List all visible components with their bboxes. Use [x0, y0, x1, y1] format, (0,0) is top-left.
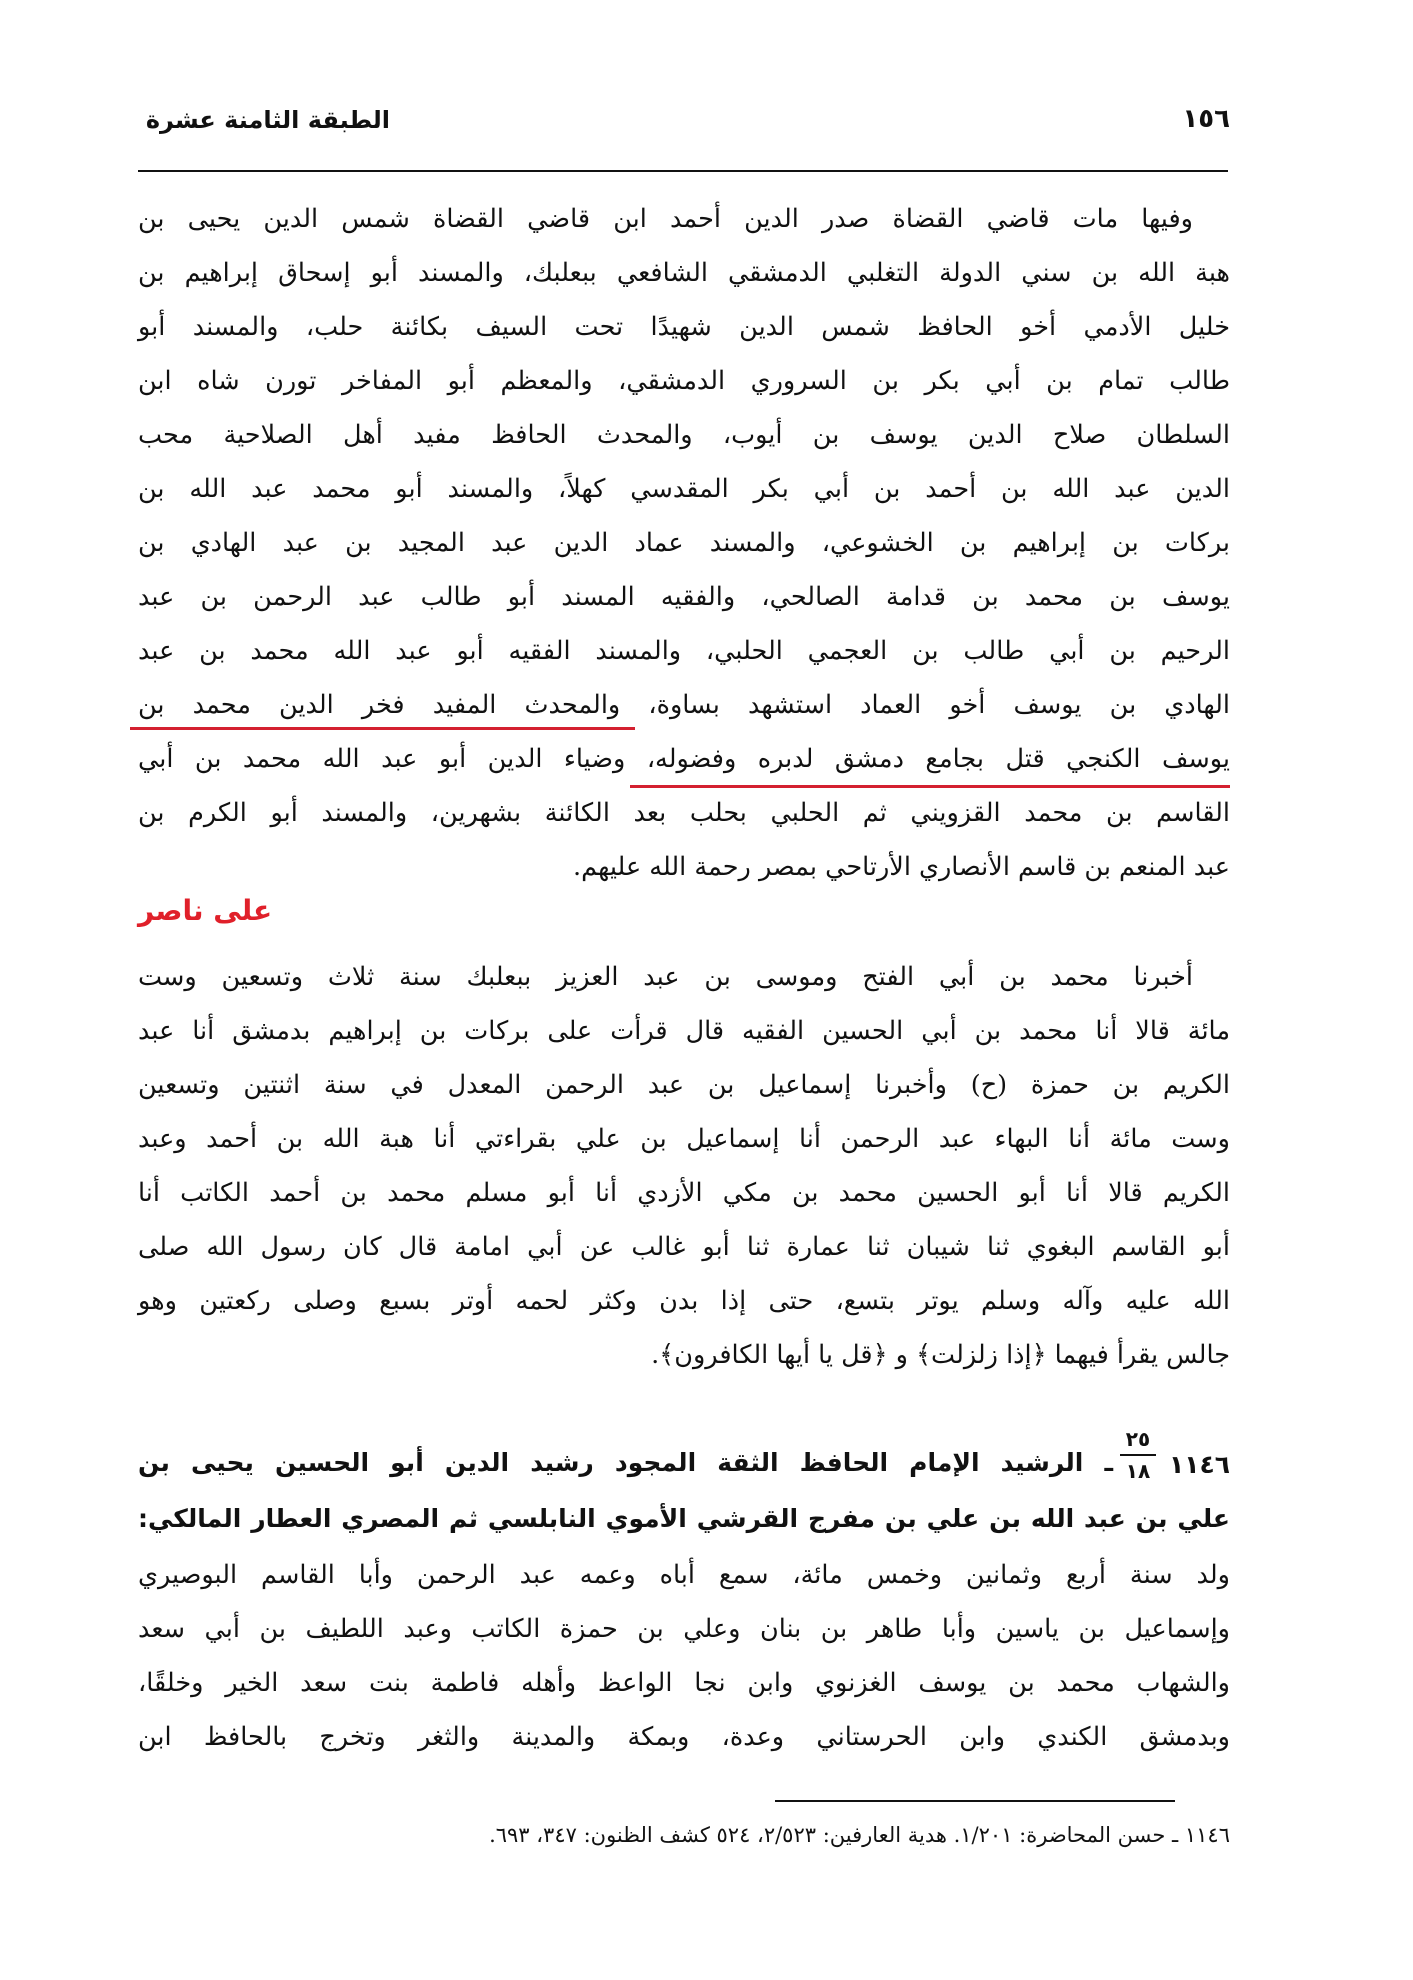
- text-line: الكريم قالا أنا أبو الحسين محمد بن مكي الأزدي أنا أبو مسلم محمد بن أحمد الكاتب أنا: [138, 1178, 1230, 1208]
- text-line: طالب تمام بن أبي بكر بن السروري الدمشقي، والمعظم أبو المفاخر تورن شاه ابن: [138, 366, 1230, 396]
- fraction-bar: [1120, 1454, 1156, 1456]
- text-line: وإسماعيل بن ياسين وأبا طاهر بن بنان وعلي بن حمزة الكاتب وعبد اللطيف بن أبي سعد: [138, 1614, 1230, 1644]
- header-rule: [138, 170, 1228, 172]
- entry-number: ١١٤٦: [1168, 1450, 1230, 1479]
- text-line: القاسم بن محمد القزويني ثم الحلبي بحلب بعد الكائنة بشهرين، والمسند أبو الكرم بن: [138, 798, 1230, 828]
- text-line: يوسف بن محمد بن قدامة الصالحي، والفقيه المسند أبو طالب عبد الرحمن بن عبد: [138, 582, 1230, 612]
- fraction-bottom: ١٨: [1125, 1459, 1151, 1483]
- text-line: الدين عبد الله بن أحمد بن أبي بكر المقدسي كهلاً، والمسند أبو محمد عبد الله بن: [138, 474, 1230, 504]
- annotation-signature: على ناصر: [138, 894, 273, 927]
- text-line: الله عليه وآله وسلم يوتر بتسع، حتى إذا بدن وكثر لحمه أوتر بسبع وصلى ركعتين وهو: [138, 1286, 1230, 1316]
- text-line: مائة قالا أنا محمد بن أبي الحسين الفقيه قال قرأت على بركات بن إبراهيم بدمشق أنا عبد: [138, 1016, 1230, 1046]
- entry-title: علي بن عبد الله بن علي بن مفرج القرشي الأموي النابلسي ثم المصري العطار المالكي:: [138, 1504, 1230, 1533]
- text-line: بركات بن إبراهيم بن الخشوعي، والمسند عماد الدين عبد المجيد بن عبد الهادي بن: [138, 528, 1230, 558]
- text-line: جالس يقرأ فيهما ﴿إذا زلزلت﴾ و ﴿قل يا أيها الكافرون﴾.: [651, 1340, 1230, 1370]
- highlight-underline: [630, 785, 1230, 788]
- text-line: الكريم بن حمزة (ح) وأخبرنا إسماعيل بن عبد الرحمن المعدل في سنة اثنتين وتسعين: [138, 1070, 1230, 1100]
- text-line: يوسف الكنجي قتل بجامع دمشق لدبره وفضوله، وضياء الدين أبو عبد الله محمد بن أبي: [138, 744, 1230, 774]
- footnote-rule: [775, 1800, 1175, 1802]
- page-header: [138, 100, 1230, 148]
- page-number: ١٥٦: [1182, 104, 1230, 134]
- fraction-top: ٢٥: [1125, 1427, 1151, 1451]
- text-line: أبو القاسم البغوي ثنا شيبان ثنا عمارة ثنا أبو غالب عن أبي امامة قال كان رسول الله صلى: [138, 1232, 1230, 1262]
- text-line: وبدمشق الكندي وابن الحرستاني وعدة، وبمكة والمدينة والثغر وتخرج بالحافظ ابن: [138, 1722, 1230, 1752]
- text-line: الهادي بن يوسف أخو العماد استشهد بساوة، والمحدث المفيد فخر الدين محمد بن: [138, 690, 1230, 720]
- text-line: وفيها مات قاضي القضاة صدر الدين أحمد ابن قاضي القضاة شمس الدين يحيى بن: [138, 204, 1193, 234]
- text-line: هبة الله بن سني الدولة التغلبي الدمشقي الشافعي ببعلبك، والمسند أبو إسحاق إبراهيم بن: [138, 258, 1230, 288]
- text-line: وست مائة أنا البهاء عبد الرحمن أنا إسماعيل بن علي بقراءتي أنا هبة الله بن أحمد وعبد: [138, 1124, 1230, 1154]
- text-line: والشهاب محمد بن يوسف الغزنوي وابن نجا الواعظ وأهله فاطمة بنت سعد الخير وخلقًا،: [138, 1668, 1230, 1698]
- entry-title: ـ الرشيد الإمام الحافظ الثقة المجود رشيد الدين أبو الحسين يحيى بن: [138, 1448, 1113, 1477]
- footnote: ١١٤٦ ـ حسن المحاضرة: ١/٢٠١. هدية العارفين: ٢/٥٢٣، ٥٢٤ كشف الظنون: ٣٤٧، ٦٩٣.: [489, 1823, 1230, 1847]
- text-line: ولد سنة أربع وثمانين وخمس مائة، سمع أباه وعمه عبد الرحمن وأبا القاسم البوصيري: [138, 1560, 1230, 1590]
- text-line: عبد المنعم بن قاسم الأنصاري الأرتاحي بمصر رحمة الله عليهم.: [573, 852, 1230, 882]
- text-line: الرحيم بن أبي طالب بن العجمي الحلبي، والمسند الفقيه أبو عبد الله محمد بن عبد: [138, 636, 1230, 666]
- text-line: أخبرنا محمد بن أبي الفتح وموسى بن عبد العزيز ببعلبك سنة ثلاث وتسعين وست: [138, 962, 1193, 992]
- running-title: الطبقة الثامنة عشرة: [145, 106, 390, 134]
- entry-fraction: [1118, 1428, 1158, 1482]
- highlight-underline: [130, 727, 635, 730]
- text-line: السلطان صلاح الدين يوسف بن أيوب، والمحدث الحافظ مفيد أهل الصلاحية محب: [138, 420, 1230, 450]
- text-line: خليل الأدمي أخو الحافظ شمس الدين شهيدًا تحت السيف بكائنة حلب، والمسند أبو: [138, 312, 1230, 342]
